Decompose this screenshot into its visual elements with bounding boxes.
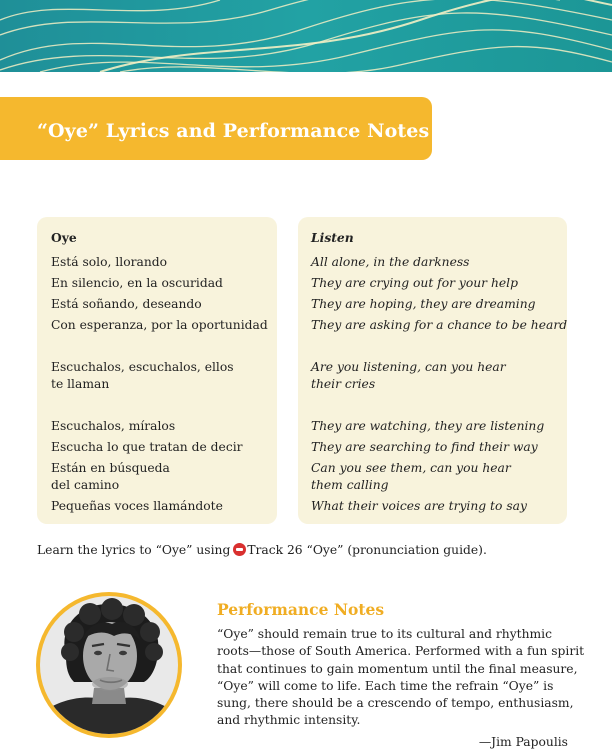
lyric-line: They are asking for a chance to be heard bbox=[311, 318, 568, 332]
english-heading: Listen bbox=[311, 230, 354, 245]
author-credit: —Jim Papoulis bbox=[478, 735, 568, 749]
notes-line: roots—those of South America. Performed with a fun spirit bbox=[217, 644, 585, 659]
lyric-line: En silencio, en la oscuridad bbox=[51, 276, 223, 290]
lyric-line: Escuchalos, míralos bbox=[51, 419, 176, 433]
notes-line: sung, there should be a crescendo of tempo, enthusiasm, bbox=[217, 696, 574, 711]
portrait-photo bbox=[40, 596, 178, 734]
lyric-line: They are searching to find their way bbox=[311, 440, 538, 454]
performance-notes-body bbox=[217, 626, 585, 730]
lyric-line: del camino bbox=[51, 478, 120, 492]
track-instruction bbox=[37, 543, 487, 557]
lyric-line: Can you see them, can you hear bbox=[311, 461, 511, 475]
lyric-line: Escuchalos, escuchalos, ellos bbox=[51, 360, 234, 374]
lyric-line: What their voices are trying to say bbox=[311, 499, 527, 513]
wave-pattern bbox=[0, 0, 612, 72]
lyric-line: their cries bbox=[311, 377, 376, 391]
lyric-line: Está solo, llorando bbox=[51, 255, 168, 269]
notes-line: “Oye” will come to life. Each time the refrain “Oye” is bbox=[217, 678, 554, 693]
performance-notes-heading: Performance Notes bbox=[217, 600, 385, 619]
page-title: “Oye” Lyrics and Performance Notes bbox=[37, 120, 430, 142]
notes-line: and rhythmic intensity. bbox=[217, 713, 361, 728]
audio-track-icon[interactable] bbox=[233, 543, 246, 556]
lyric-line: te llaman bbox=[51, 377, 110, 391]
track-suffix: Track 26 “Oye” (pronunciation guide). bbox=[247, 543, 487, 557]
lyric-line: them calling bbox=[311, 478, 389, 492]
lyric-line: Está soñando, deseando bbox=[51, 297, 202, 311]
lyric-line: Pequeñas voces llamándote bbox=[51, 499, 223, 513]
lyric-line: They are hoping, they are dreaming bbox=[311, 297, 536, 311]
header-banner bbox=[0, 0, 612, 72]
lyric-line: Are you listening, can you hear bbox=[311, 360, 506, 374]
lyric-line: Escucha lo que tratan de decir bbox=[51, 440, 243, 454]
lyric-line: Están en búsqueda bbox=[51, 461, 170, 475]
lyric-line: Con esperanza, por la oportunidad bbox=[51, 318, 268, 332]
portrait-frame bbox=[36, 592, 182, 738]
lyric-line: All alone, in the darkness bbox=[311, 255, 470, 269]
spanish-heading: Oye bbox=[51, 230, 77, 245]
notes-line: “Oye” should remain true to its cultural and rhythmic bbox=[217, 627, 553, 641]
notes-line: that continues to gain momentum until the final measure, bbox=[217, 661, 578, 676]
lyric-line: They are watching, they are listening bbox=[311, 419, 545, 433]
track-prefix: Learn the lyrics to “Oye” using bbox=[37, 543, 231, 557]
lyric-line: They are crying out for your help bbox=[311, 276, 518, 290]
